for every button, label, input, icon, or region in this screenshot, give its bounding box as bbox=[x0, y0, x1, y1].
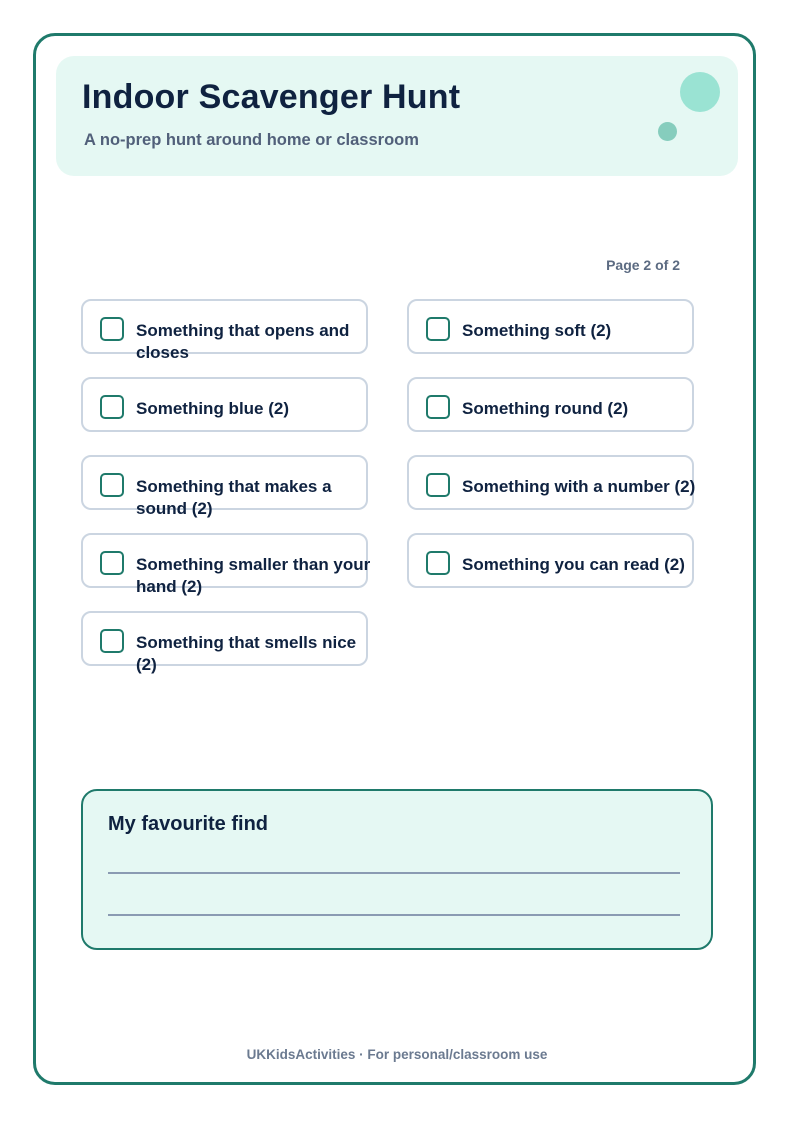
decorative-circle-small bbox=[658, 122, 677, 141]
checklist-item[interactable] bbox=[407, 299, 694, 354]
decorative-circle-large bbox=[680, 72, 720, 112]
checkbox[interactable] bbox=[100, 551, 124, 575]
checklist-item-label: Something smaller than your hand (2) bbox=[136, 555, 371, 596]
page-subtitle: A no-prep hunt around home or classroom bbox=[84, 131, 419, 149]
checkbox[interactable] bbox=[100, 473, 124, 497]
checkbox[interactable] bbox=[426, 551, 450, 575]
page-indicator: Page 2 of 2 bbox=[606, 257, 680, 273]
checklist-item[interactable] bbox=[407, 533, 694, 588]
checklist-item[interactable] bbox=[407, 455, 694, 510]
writing-line[interactable] bbox=[108, 914, 680, 916]
checkbox[interactable] bbox=[426, 317, 450, 341]
checklist-item-label: Something that smells nice (2) bbox=[136, 633, 357, 674]
checklist-item[interactable] bbox=[81, 611, 368, 674]
checklist-item[interactable] bbox=[407, 377, 694, 432]
checklist-item-label: Something that makes a sound (2) bbox=[136, 477, 332, 518]
header-banner bbox=[56, 56, 738, 176]
favourite-find-title: My favourite find bbox=[108, 813, 269, 835]
writing-line[interactable] bbox=[108, 872, 680, 874]
checklist-item-label: Something with a number (2) bbox=[462, 477, 696, 496]
footer-credit: UKKidsActivities · For personal/classroom use bbox=[246, 1047, 548, 1062]
checklist-item-label: Something blue (2) bbox=[136, 399, 289, 418]
checklist-item[interactable] bbox=[81, 299, 368, 362]
checklist-item[interactable] bbox=[81, 377, 368, 432]
checkbox[interactable] bbox=[100, 629, 124, 653]
checkbox[interactable] bbox=[100, 395, 124, 419]
checklist-item-label: Something you can read (2) bbox=[462, 555, 685, 574]
checkbox[interactable] bbox=[426, 395, 450, 419]
checklist-item-label: Something soft (2) bbox=[462, 321, 612, 340]
checklist-item[interactable] bbox=[81, 455, 368, 518]
checkbox[interactable] bbox=[100, 317, 124, 341]
page-title: Indoor Scavenger Hunt bbox=[82, 78, 461, 116]
checklist-item-label: Something round (2) bbox=[462, 399, 629, 418]
checklist-item[interactable] bbox=[81, 533, 371, 596]
favourite-find-box bbox=[81, 789, 713, 950]
checkbox[interactable] bbox=[426, 473, 450, 497]
checklist-item-label: Something that opens and closes bbox=[136, 321, 350, 362]
